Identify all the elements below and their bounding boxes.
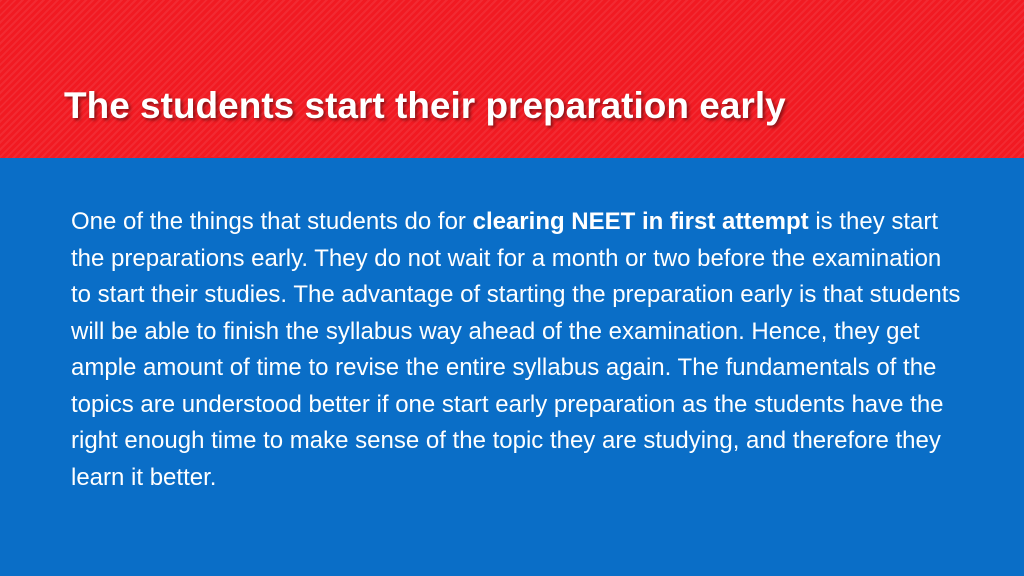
slide-title: The students start their preparation early bbox=[64, 85, 786, 126]
paragraph-highlight-text: clearing NEET in first attempt bbox=[472, 208, 809, 235]
paragraph-rest-text: is they start the preparations early. They do not wait for a month or two before the examination to start their studies. The advantage of starting the preparation early is that students will be able to finish the syllabus way ahead of the examination. Hence, they get ample amount of time to revise the entire syllabus again. The fundamentals of the topics are understood better if one start early preparation as the students have the right enough time to make sense of the topic they are studying, and therefore they learn it better. bbox=[71, 208, 961, 491]
paragraph-intro-text: One of the things that students do for bbox=[71, 208, 473, 235]
slide-body-paragraph bbox=[71, 204, 961, 496]
slide-header-band bbox=[0, 0, 1024, 158]
